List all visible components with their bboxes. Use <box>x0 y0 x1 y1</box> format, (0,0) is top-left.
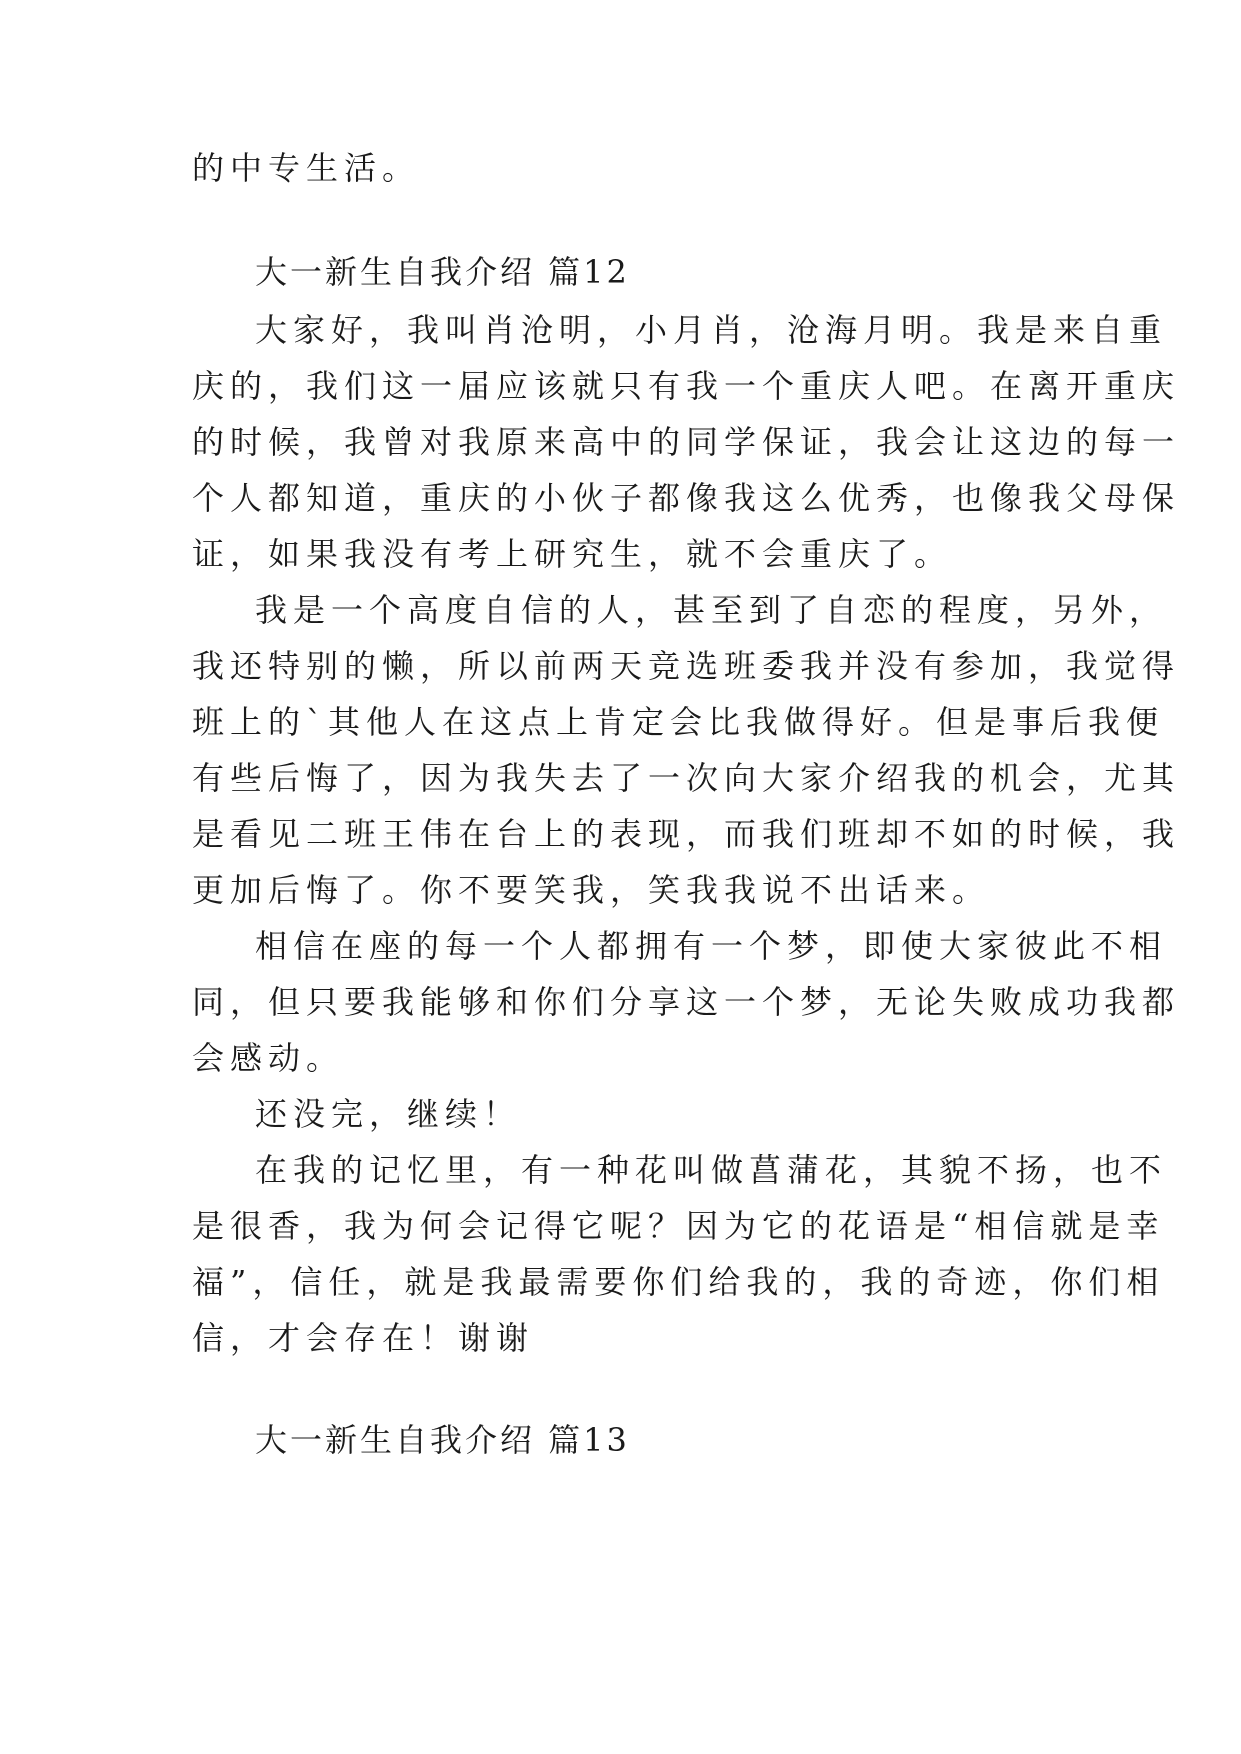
paragraph-line: 的时候，我曾对我原来高中的同学保证，我会让这边的每一 <box>192 423 1181 461</box>
paragraph-line: 更加后悔了。你不要笑我，笑我我说不出话来。 <box>192 871 991 909</box>
paragraph-line: 相信在座的每一个人都拥有一个梦，即使大家彼此不相 <box>255 927 1168 965</box>
paragraph-line: 的中专生活。 <box>192 149 421 187</box>
paragraph-line: 有些后悔了，因为我失去了一次向大家介绍我的机会，尤其 <box>192 759 1181 797</box>
paragraph-line: 会感动。 <box>192 1039 345 1077</box>
paragraph-line: 个人都知道，重庆的小伙子都像我这么优秀，也像我父母保 <box>192 479 1181 517</box>
paragraph-line: 同，但只要我能够和你们分享这一个梦，无论失败成功我都 <box>192 983 1181 1021</box>
paragraph-line: 庆的，我们这一届应该就只有我一个重庆人吧。在离开重庆 <box>192 367 1181 405</box>
paragraph-line: 信，才会存在！谢谢 <box>192 1319 535 1357</box>
paragraph-line: 班上的`其他人在这点上肯定会比我做得好。但是事后我便 <box>192 703 1165 741</box>
paragraph-line: 还没完，继续！ <box>255 1095 522 1133</box>
paragraph-line: 是很香，我为何会记得它呢？因为它的花语是“相信就是幸 <box>192 1207 1165 1245</box>
paragraph-line: 我还特别的懒，所以前两天竞选班委我并没有参加，我觉得 <box>192 647 1181 685</box>
paragraph-line: 福”，信任，就是我最需要你们给我的，我的奇迹，你们相 <box>192 1263 1165 1301</box>
section-heading: 大一新生自我介绍 篇12 <box>255 253 630 291</box>
paragraph-line: 我是一个高度自信的人，甚至到了自恋的程度，另外， <box>255 591 1168 629</box>
paragraph-line: 证，如果我没有考上研究生，就不会重庆了。 <box>192 535 953 573</box>
paragraph-line: 是看见二班王伟在台上的表现，而我们班却不如的时候，我 <box>192 815 1181 853</box>
paragraph-line: 在我的记忆里，有一种花叫做菖蒲花，其貌不扬，也不 <box>255 1151 1168 1189</box>
section-heading: 大一新生自我介绍 篇13 <box>255 1421 630 1459</box>
paragraph-line: 大家好，我叫肖沧明，小月肖，沧海月明。我是来自重 <box>255 311 1168 349</box>
